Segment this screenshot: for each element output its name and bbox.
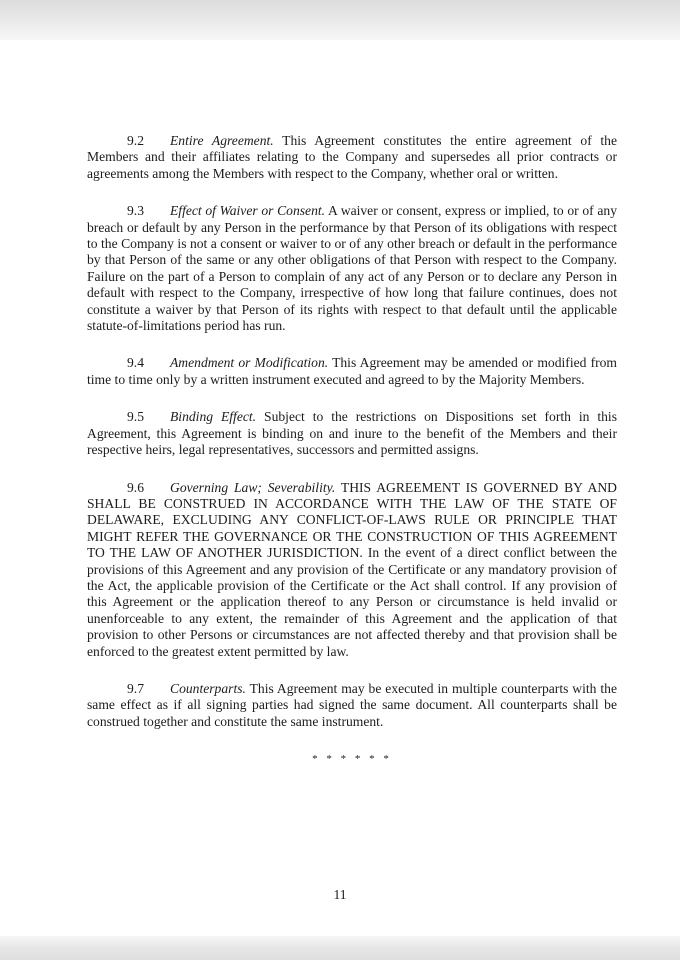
scan-edge-bottom	[0, 936, 680, 960]
section-heading: Binding Effect.	[170, 409, 257, 425]
section-number: 9.7	[127, 680, 144, 696]
section-9-2	[87, 133, 617, 182]
end-of-text-marker: * * * * * *	[312, 753, 392, 766]
section-heading: Governing Law; Severability.	[170, 479, 336, 495]
section-text: THIS AGREEMENT IS GOVERNED BY AND SHALL BE CONSTRUED IN ACCORDANCE WITH THE LAW OF THE STATE OF DELAWARE, EXCLUDING ANY CONFLICT-OF-LAWS RULE OR PRINCIPLE THAT MIGHT REFER THE GOVERNANCE OR THE CONSTRUCTION OF THIS AGREEMENT TO THE LAW OF ANOTHER JURISDICTION. In the event of a direct conflict between the provisions of this Agreement and any provision of the Certificate or any mandatory provision of the Act, the applicable provision of the Certificate or the Act shall control. If any provision of this Agreement or the application thereof to any Person or circumstance is held invalid or unenforceable to any extent, the remainder of this Agreement and the application of that provision to other Persons or circumstances are not affected thereby and that provision shall be enforced to the greatest extent permitted by law.	[87, 479, 617, 659]
section-9-3	[87, 203, 617, 334]
section-9-4	[87, 355, 617, 388]
section-text: This Agreement may be amended or modified from time to time only by a written instrument executed and agreed to by the Majority Members.	[87, 355, 617, 387]
section-number: 9.5	[127, 409, 144, 425]
section-number: 9.4	[127, 355, 144, 371]
section-text: This Agreement constitutes the entire agreement of the Members and their affiliates relating to the Company and supersedes all prior contracts or agreements among the Members with respect to the Company, whether oral or written.	[87, 133, 618, 181]
section-heading: Entire Agreement.	[170, 133, 274, 148]
page-number: 11	[333, 887, 347, 902]
section-9-6	[87, 480, 617, 660]
section-9-7	[87, 681, 617, 730]
scan-edge-top	[0, 0, 680, 40]
section-text: This Agreement may be executed in multiple counterparts with the same effect as if all signing parties had signed the same document. All counterparts shall be construed together and constitute the same instrument.	[87, 680, 617, 729]
section-text: A waiver or consent, express or implied, to or of any breach or default by any Person in the performance by that Person of its obligations with respect to the Company is not a consent or waiver to or of any other breach or default in the performance by that Person of the same or any other obligations of that Person with respect to the Company. Failure on the part of a Person to complain of any act of any Person or to declare any Person in default with respect to the Company, irrespective of how long that failure continues, does not constitute a waiver by that Person of its rights with respect to that default until the applicable statute-of-limitations period has run.	[87, 203, 617, 334]
section-heading: Effect of Waiver or Consent.	[170, 203, 326, 219]
document-body	[87, 133, 617, 768]
section-number: 9.2	[127, 133, 144, 148]
section-text: Subject to the restrictions on Dispositions set forth in this Agreement, this Agreement is binding on and inure to the benefit of the Members and their respective heirs, legal representatives, successors and permitted assigns.	[87, 409, 618, 458]
section-number: 9.6	[127, 479, 144, 495]
section-heading: Counterparts.	[170, 680, 246, 696]
section-heading: Amendment or Modification.	[170, 355, 329, 371]
section-number: 9.3	[127, 203, 144, 219]
section-9-5	[87, 409, 617, 458]
